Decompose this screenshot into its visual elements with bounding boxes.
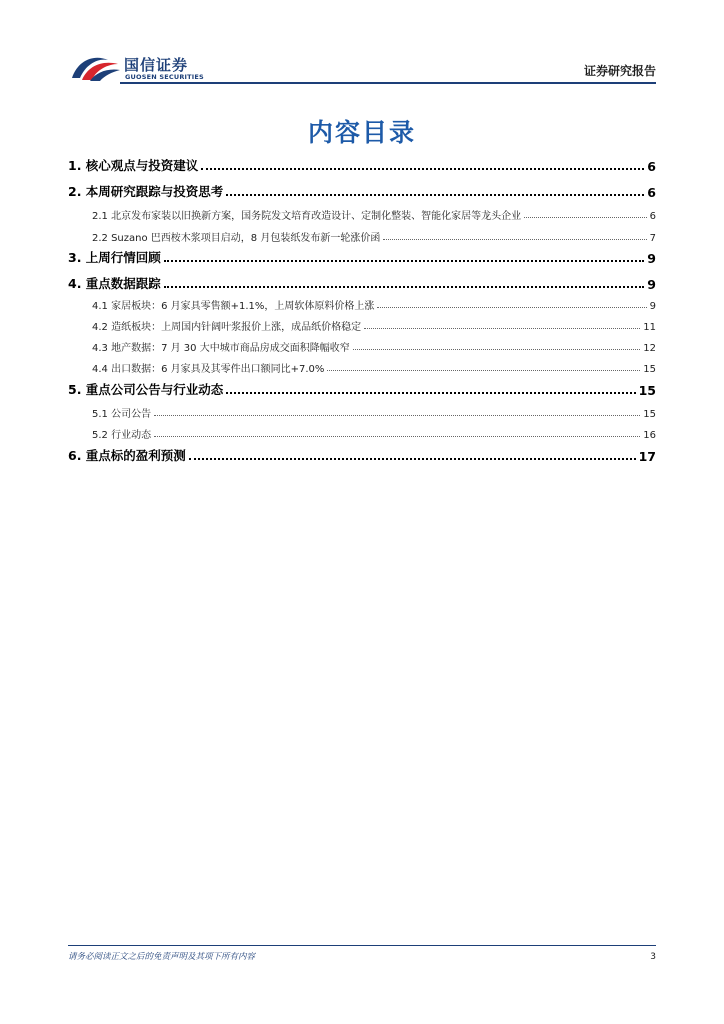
toc-leader [226, 392, 635, 394]
page-header [68, 48, 656, 84]
page-number: 3 [650, 952, 656, 962]
toc-leader [154, 415, 640, 416]
logo-english-name: GUOSEN SECURITIES [125, 73, 204, 81]
toc-entry-label: 5. 重点公司公告与行业动态 [68, 382, 224, 397]
toc-leader [226, 194, 644, 196]
toc-entry-page: 6 [647, 185, 656, 200]
toc-entry[interactable] [68, 154, 656, 174]
toc-entry-page: 12 [643, 343, 656, 354]
toc-leader [164, 260, 644, 262]
toc-leader [327, 370, 640, 371]
logo-chinese-name: 国信证券 [124, 56, 189, 74]
toc-leader [201, 168, 644, 170]
toc-entry-page: 6 [647, 159, 656, 174]
toc-entry-page: 15 [643, 409, 656, 420]
toc-subentry[interactable] [68, 317, 656, 333]
toc-entry-page: 11 [643, 322, 656, 333]
toc-entry-label: 5.2 行业动态 [92, 430, 152, 441]
toc-subentry[interactable] [68, 425, 656, 441]
toc-entry-label: 2.1 北京发布家装以旧换新方案，国务院发文培育改造设计、定制化整装、智能化家居等龙头企业 [92, 211, 522, 222]
toc-leader [364, 328, 640, 329]
guosen-logo-icon [68, 50, 122, 84]
toc-subentry[interactable] [68, 338, 656, 354]
toc-entry-page: 9 [649, 301, 656, 312]
toc-entry-page: 16 [643, 430, 656, 441]
toc-leader [524, 217, 647, 218]
toc-subentry[interactable] [68, 296, 656, 312]
toc-leader [164, 286, 644, 288]
toc-leader [383, 239, 646, 240]
toc-entry[interactable] [68, 272, 656, 292]
report-type-label: 证券研究报告 [583, 64, 656, 78]
toc-entry-label: 3. 上周行情回顾 [68, 250, 161, 265]
toc-entry-label: 1. 核心观点与投资建议 [68, 158, 199, 173]
toc-subentry[interactable] [68, 206, 656, 222]
toc-entry-label: 4.1 家居板块：6 月家具零售额+1.1%，上周软体原料价格上涨 [92, 301, 375, 312]
toc-entry[interactable] [68, 180, 656, 200]
toc-entry-page: 17 [638, 449, 656, 464]
toc-entry-label: 4.4 出口数据：6 月家具及其零件出口额同比+7.0% [92, 364, 325, 375]
toc-entry-page: 15 [638, 383, 656, 398]
toc-entry-label: 4. 重点数据跟踪 [68, 276, 161, 291]
toc-entry-page: 15 [643, 364, 656, 375]
toc-leader [377, 307, 646, 308]
toc-entry-page: 9 [647, 251, 656, 266]
toc-entry-page: 9 [647, 277, 656, 292]
toc-entry-page: 6 [649, 211, 656, 222]
toc-leader [353, 349, 641, 350]
toc-entry-label: 5.1 公司公告 [92, 409, 152, 420]
toc-entry-page: 7 [649, 233, 656, 244]
header-divider [120, 82, 656, 84]
toc-entry[interactable] [68, 444, 656, 464]
toc-subentry[interactable] [68, 228, 656, 244]
toc-entry-label: 4.2 造纸板块：上周国内针阔叶浆报价上涨，成品纸价格稳定 [92, 322, 362, 333]
toc-entry-label: 2. 本周研究跟踪与投资思考 [68, 184, 224, 199]
toc-subentry[interactable] [68, 359, 656, 375]
toc-entry[interactable] [68, 378, 656, 398]
toc-entry[interactable] [68, 246, 656, 266]
toc-title: 内容目录 [307, 118, 416, 147]
toc-entry-label: 2.2 Suzano 巴西桉木浆项目启动，8 月包装纸发布新一轮涨价函 [92, 233, 381, 244]
toc-subentry[interactable] [68, 404, 656, 420]
footer-divider [68, 945, 656, 946]
toc-entry-label: 4.3 地产数据：7 月 30 大中城市商品房成交面积降幅收窄 [92, 343, 350, 354]
toc-entry-label: 6. 重点标的盈利预测 [68, 448, 186, 463]
toc-leader [154, 436, 640, 437]
toc-leader [189, 458, 636, 460]
footer-disclaimer: 请务必阅读正文之后的免责声明及其项下所有内容 [68, 952, 256, 962]
